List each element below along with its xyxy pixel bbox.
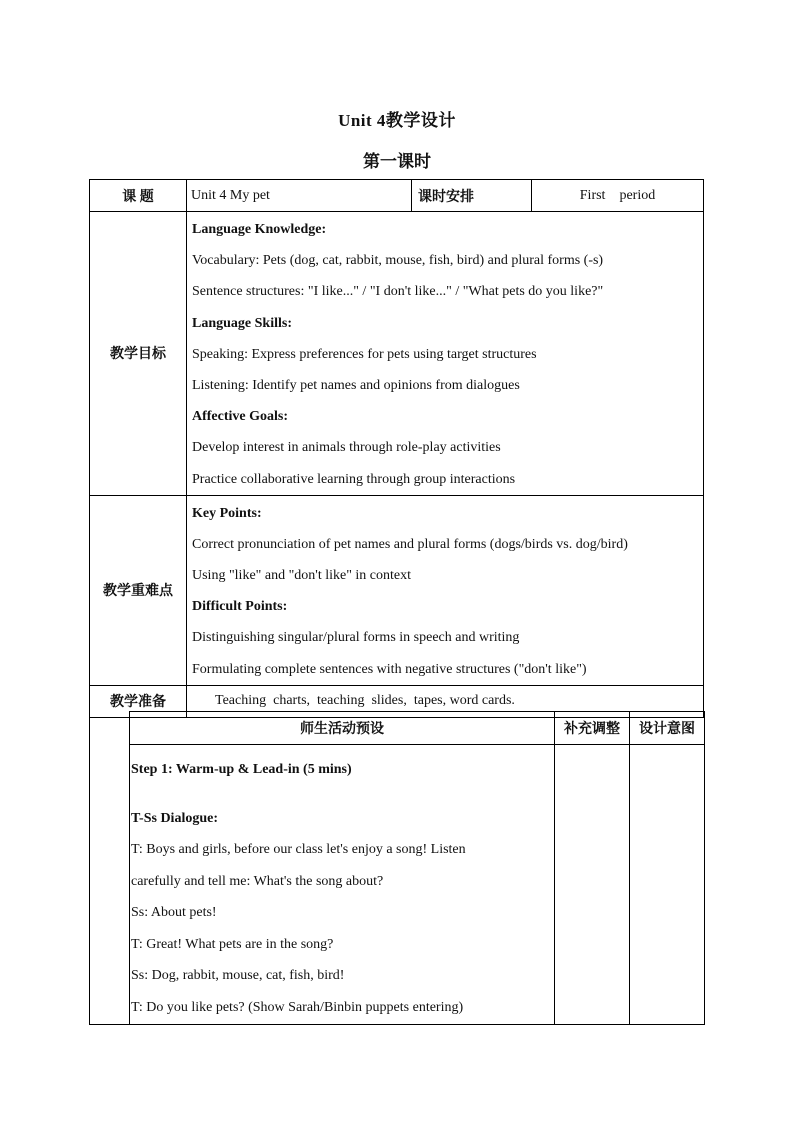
key-points-line: Distinguishing singular/plural forms in speech and writing	[192, 630, 520, 646]
dialogue-line: Ss: About pets!	[131, 905, 217, 920]
objectives-line: Vocabulary: Pets (dog, cat, rabbit, mouse, fish, bird) and plural forms (-s)	[192, 253, 604, 269]
schedule-value: First period	[532, 180, 704, 212]
dialogue-line: T: Do you like pets? (Show Sarah/Binbin puppets entering)	[131, 999, 464, 1015]
schedule-label: 课时安排	[412, 180, 532, 212]
step-heading: Step 1: Warm-up & Lead-in (5 mins)	[131, 762, 352, 777]
topic-label: 课 题	[90, 180, 187, 212]
dialogue-line: Ss: Dog, rabbit, mouse, cat, fish, bird!	[131, 968, 345, 983]
objectives-line: Listening: Identify pet names and opinions from dialogues	[192, 377, 520, 393]
key-points-row	[90, 495, 704, 685]
activity-side-column	[89, 711, 130, 1025]
key-points-label: 教学重难点	[90, 495, 187, 685]
lesson-plan-table	[89, 179, 704, 718]
key-points-line: Correct pronunciation of pet names and plural forms (dogs/birds vs. dog/bird)	[192, 536, 628, 552]
dialogue-line: carefully and tell me: What's the song about?	[131, 873, 384, 889]
objectives-line: Speaking: Express preferences for pets using target structures	[192, 346, 537, 362]
objectives-row	[90, 212, 704, 496]
lesson-subtitle: 第一课时	[363, 152, 431, 171]
objectives-label: 教学目标	[90, 212, 187, 496]
activity-content	[130, 745, 555, 1025]
preparation-value: Teaching charts, teaching slides, tapes, word cards.	[187, 685, 704, 717]
activity-table	[129, 711, 705, 1025]
key-points-line: Formulating complete sentences with negative structures ("don't like")	[192, 661, 587, 677]
key-points-heading: Key Points:	[192, 505, 262, 521]
key-points-line: Using "like" and "don't like" in context	[192, 568, 412, 584]
topic-row	[90, 180, 704, 212]
objectives-heading-knowledge: Language Knowledge:	[192, 222, 327, 237]
objectives-heading-affective: Affective Goals:	[192, 409, 289, 425]
difficult-points-heading: Difficult Points:	[192, 599, 288, 615]
objectives-line: Practice collaborative learning through group interactions	[192, 471, 516, 487]
adjustment-cell	[555, 745, 630, 1025]
dialogue-line: T: Boys and girls, before our class let's enjoy a song! Listen	[131, 842, 466, 857]
activity-header: 师生活动预设	[130, 712, 555, 745]
adjustment-header: 补充调整	[555, 712, 630, 745]
topic-value: Unit 4 My pet	[187, 180, 412, 212]
objectives-heading-skills: Language Skills:	[192, 315, 292, 331]
document-title: Unit 4教学设计	[338, 111, 456, 130]
preparation-label: 教学准备	[90, 685, 187, 717]
dialogue-line: T: Great! What pets are in the song?	[131, 936, 334, 952]
objectives-line: Sentence structures: "I like..." / "I don't like..." / "What pets do you like?"	[192, 284, 604, 300]
dialogue-heading: T-Ss Dialogue:	[131, 810, 219, 826]
objectives-line: Develop interest in animals through role-play activities	[192, 440, 501, 456]
design-intent-cell	[630, 745, 705, 1025]
design-intent-header: 设计意图	[630, 712, 705, 745]
